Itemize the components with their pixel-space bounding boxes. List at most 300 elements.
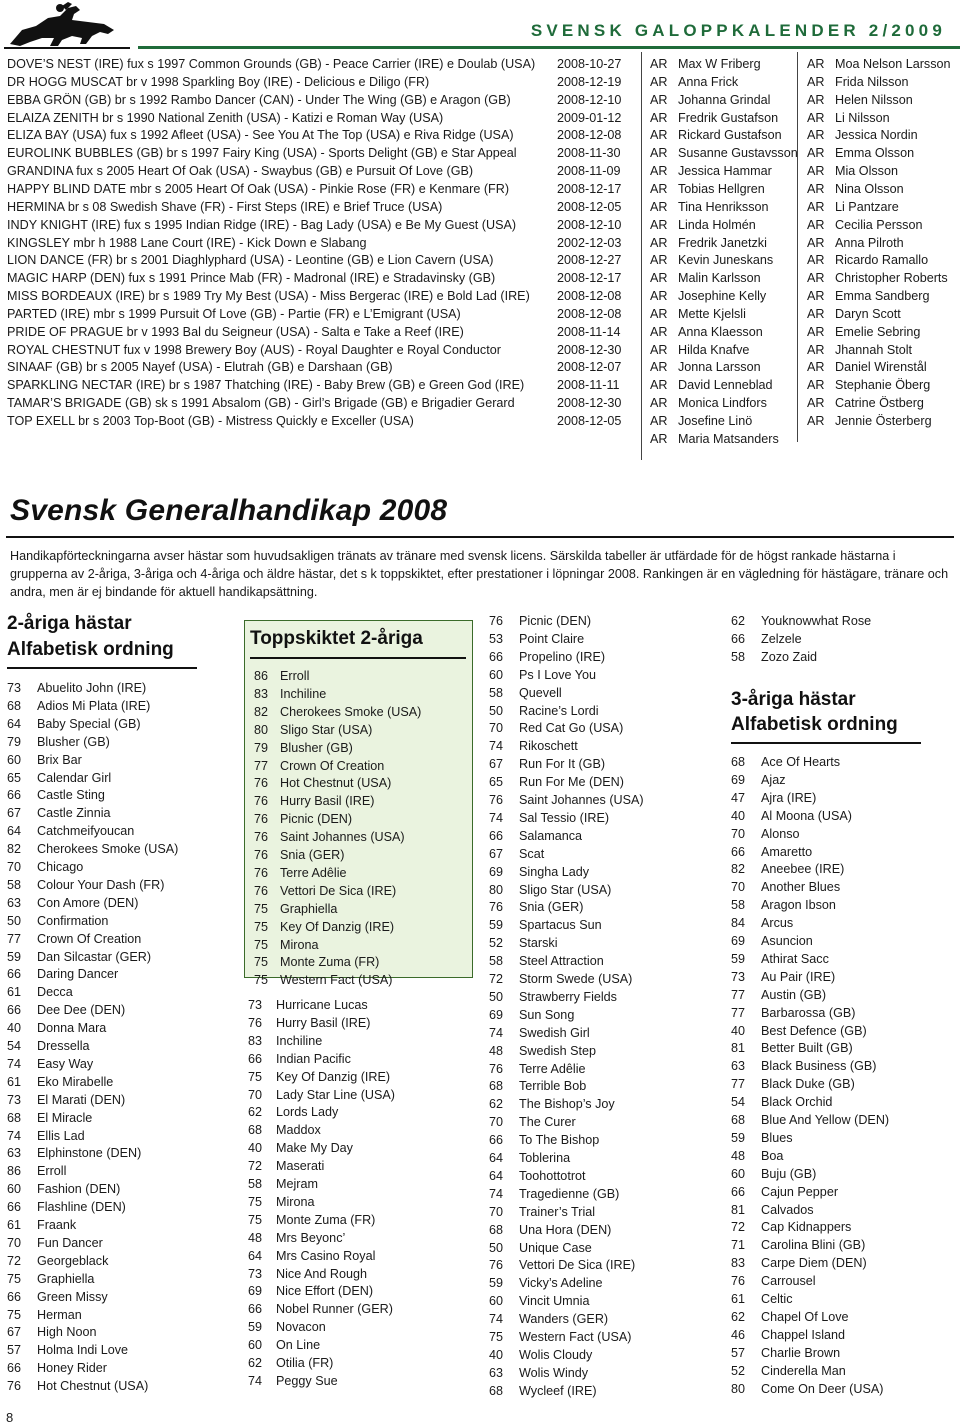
handicap-value: 74 bbox=[7, 1056, 22, 1071]
horse-name: Fashion (DEN) bbox=[37, 1182, 121, 1197]
handicap-entry bbox=[731, 771, 786, 789]
trainer-row bbox=[650, 162, 772, 180]
horse-name: Snia (GER) bbox=[280, 848, 345, 862]
trainer-tag: AR bbox=[650, 342, 668, 357]
trainer-name: Daryn Scott bbox=[835, 306, 901, 321]
horse-name: Arcus bbox=[761, 916, 794, 931]
handicap-entry bbox=[731, 789, 816, 807]
horse-name: Zozo Zaid bbox=[761, 649, 817, 664]
handicap-value: 76 bbox=[731, 1274, 746, 1289]
handicap-entry bbox=[489, 1346, 592, 1364]
handicap-value: 66 bbox=[7, 1200, 22, 1215]
horse-name: Brix Bar bbox=[37, 752, 82, 767]
horse-name: Ps I Love You bbox=[519, 667, 597, 682]
handicap-entry bbox=[254, 739, 353, 757]
handicap-entry bbox=[7, 1162, 66, 1180]
handicap-entry bbox=[731, 807, 852, 825]
handicap-entry bbox=[489, 988, 617, 1006]
toppskiktet-rule bbox=[250, 657, 466, 659]
horse-name: Vettori De Sica (IRE) bbox=[280, 883, 397, 898]
horse-description: TOP EXELL br s 2003 Top-Boot (GB) - Mistress Quickly e Exceller (USA) bbox=[7, 414, 414, 428]
trainer-row bbox=[807, 412, 932, 430]
handicap-value: 83 bbox=[731, 1256, 746, 1271]
trainer-row bbox=[807, 73, 908, 91]
trainer-name: Anna Frick bbox=[678, 74, 739, 89]
horse-name: Dee Dee (DEN) bbox=[37, 1003, 126, 1018]
handicap-entry bbox=[489, 719, 623, 737]
handicap-value: 80 bbox=[731, 1381, 746, 1396]
horse-name: Point Claire bbox=[519, 631, 585, 646]
horse-name: Zelzele bbox=[761, 631, 802, 646]
handicap-entry bbox=[248, 1121, 321, 1139]
handicap-entry bbox=[489, 1221, 611, 1239]
horse-name: Key Of Danzig (IRE) bbox=[276, 1069, 391, 1084]
trainer-name: Tobias Hellgren bbox=[678, 181, 765, 196]
handicap-entry bbox=[7, 1323, 97, 1341]
trainer-tag: AR bbox=[650, 271, 668, 286]
horse-description: TAMAR’S BRIGADE (GB) sk s 1991 Absalom (GB) - Girl’s Brigade (GB) e Brigadier Gerard bbox=[7, 396, 515, 411]
handicap-value: 79 bbox=[7, 734, 22, 749]
horse-name: Red Cat Go (USA) bbox=[519, 721, 624, 736]
trainer-row bbox=[650, 198, 769, 216]
handicap-entry bbox=[7, 697, 150, 715]
horse-date: 2008-12-30 bbox=[557, 342, 622, 357]
horse-name: Adios Mi Plata (IRE) bbox=[37, 698, 151, 713]
handicap-entry bbox=[489, 1095, 615, 1113]
horse-name: Mirona bbox=[276, 1194, 315, 1209]
horse-name: Abuelito John (IRE) bbox=[37, 681, 147, 695]
trainer-name: Moa Nelson Larsson bbox=[835, 57, 951, 71]
handicap-value: 66 bbox=[731, 844, 746, 859]
page-header-title: SVENSK GALOPPKALENDER 2/2009 bbox=[530, 21, 946, 40]
horse-name: Erroll bbox=[280, 669, 310, 683]
trainer-name: Fredrik Janetzki bbox=[678, 235, 767, 250]
handicap-value: 66 bbox=[248, 1051, 263, 1066]
handicap-value: 59 bbox=[489, 918, 504, 933]
handicap-value: 50 bbox=[489, 703, 504, 718]
horse-name: Sligo Star (USA) bbox=[519, 882, 612, 897]
trainer-row bbox=[807, 341, 912, 359]
trainer-row bbox=[807, 394, 924, 412]
trainer-tag: AR bbox=[650, 306, 668, 321]
horse-name: Mrs Beyonc’ bbox=[276, 1230, 346, 1245]
handicap-entry bbox=[731, 1129, 793, 1147]
horse-date: 2008-12-17 bbox=[557, 181, 622, 196]
handicap-value: 76 bbox=[254, 794, 269, 809]
handicap-entry bbox=[254, 774, 391, 792]
handicap-value: 73 bbox=[248, 1266, 263, 1281]
horse-name: Picnic (DEN) bbox=[280, 812, 353, 827]
col4-heading-rule bbox=[731, 742, 921, 744]
handicap-value: 75 bbox=[254, 901, 269, 916]
trainer-row bbox=[650, 376, 773, 394]
handicap-entry bbox=[489, 1364, 588, 1382]
horse-name: Herman bbox=[37, 1307, 82, 1322]
trainer-row bbox=[807, 358, 927, 376]
handicap-value: 50 bbox=[489, 1240, 504, 1255]
handicap-value: 64 bbox=[7, 824, 22, 839]
handicap-entry bbox=[7, 858, 83, 876]
handicap-value: 73 bbox=[731, 969, 746, 984]
trainer-row bbox=[807, 323, 920, 341]
horse-name: Eko Mirabelle bbox=[37, 1074, 114, 1089]
handicap-entry bbox=[7, 1216, 76, 1234]
horse-description: PARTED (IRE) mbr s 1999 Pursuit Of Love (GB) - Partie (FR) e L’Emigrant (USA) bbox=[7, 306, 461, 321]
horse-name: Racine’s Lordi bbox=[519, 703, 599, 718]
handicap-entry bbox=[248, 1211, 375, 1229]
handicap-value: 53 bbox=[489, 631, 504, 646]
horse-name: Charlie Brown bbox=[761, 1345, 841, 1360]
trainer-tag: AR bbox=[807, 289, 825, 304]
horse-name: Mirona bbox=[280, 937, 319, 952]
handicap-value: 75 bbox=[248, 1194, 263, 1209]
column-divider bbox=[641, 52, 642, 460]
handicap-value: 74 bbox=[248, 1373, 263, 1388]
trainer-name: Anna Pilroth bbox=[835, 235, 904, 250]
handicap-value: 68 bbox=[7, 698, 22, 713]
trainer-tag: AR bbox=[807, 92, 825, 107]
trainer-tag: AR bbox=[807, 110, 825, 125]
trainer-row bbox=[650, 394, 767, 412]
handicap-value: 57 bbox=[731, 1345, 746, 1360]
handicap-value: 75 bbox=[248, 1212, 263, 1227]
horse-name: Novacon bbox=[276, 1320, 326, 1335]
trainer-row bbox=[807, 109, 890, 127]
handicap-entry bbox=[7, 822, 134, 840]
horse-name: Run For It (GB) bbox=[519, 757, 606, 772]
trainer-tag: AR bbox=[650, 324, 668, 339]
handicap-entry bbox=[7, 769, 111, 787]
horse-name: Asuncion bbox=[761, 934, 813, 948]
handicap-entry bbox=[248, 1318, 326, 1336]
handicap-value: 46 bbox=[731, 1327, 746, 1342]
handicap-entry bbox=[489, 1149, 570, 1167]
horse-description: HAPPY BLIND DATE mbr s 2005 Heart Of Oak (USA) - Pinkie Rose (FR) e Kenmare (FR) bbox=[7, 181, 510, 196]
handicap-entry bbox=[7, 1073, 113, 1091]
handicap-entry bbox=[731, 950, 829, 968]
horse-description: MISS BORDEAUX (IRE) br s 1989 Try My Best (USA) - Miss Bergerac (IRE) e Bold Lad (IRE) bbox=[7, 289, 530, 304]
trainer-tag: AR bbox=[807, 217, 825, 232]
handicap-value: 66 bbox=[7, 967, 22, 982]
horse-name: Peggy Sue bbox=[276, 1373, 338, 1388]
handicap-value: 70 bbox=[248, 1087, 263, 1102]
handicap-entry bbox=[7, 733, 110, 751]
handicap-value: 70 bbox=[7, 1235, 22, 1250]
trainer-name: Josephine Kelly bbox=[678, 289, 767, 304]
handicap-value: 54 bbox=[731, 1095, 746, 1110]
handicap-entry bbox=[489, 827, 582, 845]
handicap-entry bbox=[489, 1060, 586, 1078]
handicap-value: 68 bbox=[248, 1123, 263, 1138]
handicap-value: 73 bbox=[248, 998, 263, 1012]
trainer-row bbox=[650, 144, 798, 162]
handicap-entry bbox=[489, 773, 624, 791]
horse-name: Baby Special (GB) bbox=[37, 716, 141, 731]
handicap-value: 66 bbox=[489, 1133, 504, 1148]
horse-name: High Noon bbox=[37, 1325, 97, 1340]
handicap-value: 64 bbox=[7, 716, 22, 731]
horse-name: Otilia (FR) bbox=[276, 1356, 334, 1370]
trainer-tag: AR bbox=[650, 360, 668, 375]
handicap-entry bbox=[731, 1201, 814, 1219]
handicap-value: 54 bbox=[7, 1039, 22, 1053]
horse-name: Blues bbox=[761, 1130, 793, 1145]
horse-date: 2008-11-09 bbox=[557, 164, 621, 179]
horse-description: EUROLINK BUBBLES (GB) br s 1997 Fairy King (USA) - Sports Delight (GB) e Star Appeal bbox=[7, 146, 517, 161]
handicap-entry bbox=[7, 804, 111, 822]
horse-name: Hurricane Lucas bbox=[276, 998, 368, 1012]
trainer-name: Hilda Knafve bbox=[678, 342, 750, 357]
handicap-entry bbox=[731, 1362, 846, 1380]
trainer-tag: AR bbox=[807, 74, 825, 89]
horse-date: 2008-12-10 bbox=[557, 92, 622, 107]
handicap-value: 84 bbox=[731, 916, 746, 931]
handicap-entry bbox=[731, 1165, 816, 1183]
handicap-entry bbox=[248, 1014, 370, 1032]
trainer-tag: AR bbox=[807, 181, 825, 196]
trainer-name: Monica Lindfors bbox=[678, 396, 767, 411]
handicap-entry bbox=[7, 840, 178, 858]
horse-name: Wanders (GER) bbox=[519, 1312, 609, 1327]
trainer-name: Maria Matsanders bbox=[678, 431, 779, 446]
horse-name: Quevell bbox=[519, 685, 562, 700]
horse-date: 2008-12-08 bbox=[557, 289, 622, 304]
horse-name: Mejram bbox=[276, 1177, 318, 1191]
handicap-entry bbox=[489, 898, 583, 916]
handicap-value: 74 bbox=[7, 1128, 22, 1143]
trainer-row bbox=[650, 358, 761, 376]
horse-name: Terrible Bob bbox=[519, 1079, 587, 1094]
handicap-value: 76 bbox=[254, 865, 269, 880]
handicap-entry bbox=[248, 1103, 338, 1121]
horse-name: Spartacus Sun bbox=[519, 918, 602, 933]
handicap-value: 72 bbox=[7, 1253, 22, 1268]
handicap-entry bbox=[248, 1175, 318, 1193]
handicap-entry bbox=[248, 1247, 375, 1265]
handicap-entry bbox=[731, 896, 836, 914]
handicap-value: 76 bbox=[254, 848, 269, 862]
handicap-value: 76 bbox=[254, 830, 269, 845]
handicap-value: 57 bbox=[7, 1343, 22, 1358]
handicap-value: 59 bbox=[731, 951, 746, 966]
handicap-value: 60 bbox=[489, 1294, 504, 1309]
trainer-row bbox=[807, 55, 951, 73]
horse-name: Vincit Umnia bbox=[519, 1294, 590, 1309]
handicap-value: 65 bbox=[7, 770, 22, 785]
trainer-row bbox=[650, 251, 773, 269]
handicap-value: 58 bbox=[731, 649, 746, 664]
trainer-name: Helen Nilsson bbox=[835, 92, 913, 107]
horse-date: 2008-12-10 bbox=[557, 217, 622, 232]
handicap-entry bbox=[7, 1127, 85, 1145]
handicap-entry bbox=[489, 1239, 592, 1257]
col1-heading-rule bbox=[7, 667, 197, 669]
handicap-entry bbox=[731, 753, 840, 771]
horse-name: Lords Lady bbox=[276, 1105, 339, 1120]
handicap-entry bbox=[7, 1359, 107, 1377]
handicap-value: 63 bbox=[731, 1059, 746, 1074]
trainer-tag: AR bbox=[807, 57, 825, 71]
horse-name: El Miracle bbox=[37, 1110, 93, 1125]
handicap-entry bbox=[7, 1198, 126, 1216]
horse-name: Run For Me (DEN) bbox=[519, 775, 624, 790]
handicap-entry bbox=[254, 810, 352, 828]
trainer-tag: AR bbox=[650, 164, 668, 179]
handicap-entry bbox=[489, 881, 611, 899]
handicap-value: 61 bbox=[7, 1074, 22, 1089]
handicap-value: 76 bbox=[489, 900, 504, 915]
handicap-entry bbox=[254, 953, 379, 971]
horse-description: ELIZA BAY (USA) fux s 1992 Afleet (USA) - See You At The Top (USA) e Riva Ridge (USA) bbox=[7, 128, 514, 143]
handicap-value: 82 bbox=[7, 842, 22, 857]
handicap-entry bbox=[7, 965, 118, 983]
trainer-name: Nina Olsson bbox=[835, 181, 904, 196]
handicap-entry bbox=[489, 1167, 586, 1185]
horse-name: Decca bbox=[37, 985, 73, 1000]
handicap-value: 63 bbox=[489, 1365, 504, 1380]
handicap-value: 63 bbox=[7, 1146, 22, 1161]
trainer-name: David Lenneblad bbox=[678, 378, 773, 393]
handicap-entry bbox=[489, 1292, 589, 1310]
horse-name: Una Hora (DEN) bbox=[519, 1222, 612, 1237]
handicap-entry bbox=[731, 986, 826, 1004]
trainer-name: Jonna Larsson bbox=[678, 360, 761, 375]
handicap-value: 68 bbox=[489, 1383, 504, 1398]
handicap-value: 66 bbox=[489, 828, 504, 843]
trainer-tag: AR bbox=[807, 378, 825, 393]
horse-name: Nice Effort (DEN) bbox=[276, 1284, 374, 1299]
horse-name: On Line bbox=[276, 1338, 321, 1353]
handicap-entry bbox=[7, 1288, 108, 1306]
trainer-row bbox=[807, 144, 914, 162]
handicap-entry bbox=[254, 971, 392, 989]
trainer-row bbox=[650, 216, 756, 234]
trainer-row bbox=[650, 287, 766, 305]
horse-name: Sal Tessio (IRE) bbox=[519, 810, 610, 825]
horse-name: Dan Silcastar (GER) bbox=[37, 949, 152, 964]
handicap-value: 66 bbox=[7, 788, 22, 803]
horse-name: Aneebee (IRE) bbox=[761, 862, 845, 877]
trainer-row bbox=[650, 305, 746, 323]
trainer-name: Li Pantzare bbox=[835, 199, 899, 214]
handicap-entry bbox=[489, 684, 562, 702]
handicap-entry bbox=[248, 1336, 320, 1354]
horse-name: Tragedienne (GB) bbox=[519, 1186, 620, 1201]
trainer-tag: AR bbox=[650, 235, 668, 250]
page-number: 8 bbox=[6, 1410, 14, 1425]
handicap-value: 58 bbox=[489, 685, 504, 700]
horse-date: 2008-12-17 bbox=[557, 271, 622, 286]
horse-name: Castle Zinnia bbox=[37, 806, 111, 821]
horse-name: Chapel Of Love bbox=[761, 1309, 849, 1324]
handicap-entry bbox=[731, 1272, 816, 1290]
horse-name: Saint Johannes (USA) bbox=[519, 793, 644, 807]
handicap-entry bbox=[731, 648, 817, 666]
horse-name: Celtic bbox=[761, 1292, 793, 1306]
horse-name: Blusher (GB) bbox=[280, 740, 353, 755]
handicap-value: 72 bbox=[489, 972, 504, 986]
trainer-name: Susanne Gustavsson bbox=[678, 146, 798, 161]
horse-date: 2008-10-27 bbox=[557, 57, 622, 71]
column-divider bbox=[797, 52, 798, 442]
trainer-row bbox=[650, 73, 738, 91]
handicap-entry bbox=[248, 1265, 367, 1283]
handicap-value: 70 bbox=[731, 880, 746, 895]
handicap-entry bbox=[489, 1042, 596, 1060]
col1-heading-line2: Alfabetisk ordning bbox=[7, 639, 174, 660]
handicap-entry bbox=[489, 630, 584, 648]
handicap-entry bbox=[489, 612, 591, 630]
horse-description: SPARKLING NECTAR (IRE) br s 1987 Thatching (IRE) - Baby Brew (GB) e Green God (IRE) bbox=[7, 378, 525, 393]
horse-name: Inchiline bbox=[276, 1033, 323, 1048]
handicap-value: 70 bbox=[731, 826, 746, 841]
handicap-value: 76 bbox=[254, 812, 269, 827]
horse-description: ELAIZA ZENITH br s 1990 National Zenith (USA) - Katizi e Roman Way (USA) bbox=[7, 110, 444, 125]
handicap-entry bbox=[7, 948, 151, 966]
handicap-value: 64 bbox=[489, 1151, 504, 1165]
horse-name: Al Moona (USA) bbox=[761, 808, 852, 823]
trainer-name: Christopher Roberts bbox=[835, 271, 948, 286]
handicap-entry bbox=[489, 1024, 590, 1042]
handicap-value: 77 bbox=[731, 987, 746, 1002]
horse-name: Inchiline bbox=[280, 686, 327, 701]
horse-name: Vettori De Sica (IRE) bbox=[519, 1258, 636, 1273]
handicap-value: 75 bbox=[254, 955, 269, 970]
horse-name: Monte Zuma (FR) bbox=[276, 1212, 376, 1227]
handicap-value: 59 bbox=[248, 1320, 263, 1335]
handicap-value: 66 bbox=[7, 1361, 22, 1376]
horse-date: 2008-11-14 bbox=[557, 324, 621, 339]
horse-name: Sun Song bbox=[519, 1007, 575, 1022]
trainer-tag: AR bbox=[807, 146, 825, 161]
horse-date: 2008-12-30 bbox=[557, 396, 622, 411]
trainer-row bbox=[807, 287, 930, 305]
handicap-value: 75 bbox=[254, 973, 269, 988]
handicap-value: 67 bbox=[7, 806, 22, 821]
horse-name: Terre Adêlie bbox=[519, 1061, 586, 1076]
horse-name: Green Missy bbox=[37, 1289, 108, 1304]
handicap-entry bbox=[254, 757, 384, 775]
handicap-value: 66 bbox=[7, 1003, 22, 1018]
handicap-value: 76 bbox=[489, 793, 504, 807]
horse-name: Ace Of Hearts bbox=[761, 755, 841, 769]
handicap-value: 67 bbox=[7, 1325, 22, 1340]
trainer-tag: AR bbox=[650, 92, 668, 107]
horse-name: Georgeblack bbox=[37, 1253, 109, 1268]
handicap-value: 73 bbox=[7, 1092, 22, 1107]
handicap-value: 48 bbox=[489, 1043, 504, 1058]
handicap-value: 75 bbox=[254, 937, 269, 952]
handicap-entry bbox=[731, 860, 844, 878]
horse-name: Swedish Step bbox=[519, 1043, 597, 1058]
handicap-value: 62 bbox=[489, 1097, 504, 1112]
handicap-entry bbox=[731, 1039, 853, 1057]
handicap-entry bbox=[731, 825, 800, 843]
trainer-row bbox=[807, 198, 899, 216]
trainer-tag: AR bbox=[650, 414, 668, 428]
horse-name: Donna Mara bbox=[37, 1021, 107, 1036]
handicap-value: 76 bbox=[489, 614, 504, 628]
handicap-value: 82 bbox=[254, 704, 269, 719]
horse-name: Western Fact (USA) bbox=[280, 973, 393, 988]
handicap-value: 58 bbox=[731, 898, 746, 913]
horse-name: To The Bishop bbox=[519, 1133, 600, 1148]
horse-name: Ellis Lad bbox=[37, 1128, 85, 1143]
handicap-value: 50 bbox=[489, 989, 504, 1004]
trainer-name: Fredrik Gustafson bbox=[678, 110, 779, 125]
horse-name: Hurry Basil (IRE) bbox=[276, 1015, 371, 1030]
handicap-entry bbox=[731, 1004, 855, 1022]
